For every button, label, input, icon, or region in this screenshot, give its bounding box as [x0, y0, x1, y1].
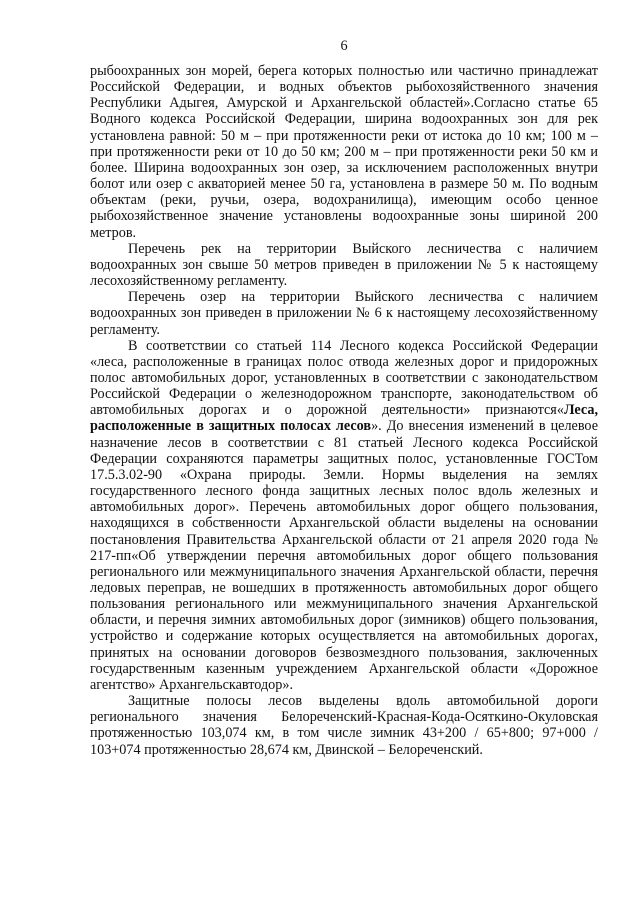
- paragraph-water-protection-zones: рыбоохранных зон морей, берега которых полностью или частично принадлежат Российской Федерации, и водных объектов рыбохозяйственного значения Республики Адыгея, Амурской и Архангельской областей».Согласно статье 65 Водного кодекса Российской Федерации, ширина водоохранных зон для рек установлена равной: 50 м – при протяженности реки от истока до 10 км; 100 м – при протяженности реки от 10 до 50 км; 200 м – при протяженности реки 50 км и более. Ширина водоохранных зон озер, за исключением расположенных внутри болот или озер с акваторией менее 50 га, установлена в размере 50 м. По водным объектам (реки, ручьи, озера, водохранилища), имеющим особо ценное рыбохозяйственное значение установлены водоохранные зоны шириной 200 метров.: [90, 63, 598, 241]
- protective-strips-term: Леса, расположенные в защитных полосах лесов: [90, 402, 598, 435]
- document-page: [90, 38, 598, 758]
- paragraph-rivers-list: Перечень рек на территории Выйского лесничества с наличием водоохранных зон свыше 50 метров приведен в приложении № 5 к настоящему лесохозяйственному регламенту.: [90, 240, 598, 290]
- paragraph-road-strips: Защитные полосы лесов выделены вдоль автомобильной дороги регионального значения Белореченский-Красная-Кода-Осяткино-Окуловская протяженностью 103,074 км, в том числе зимник 43+200 / 65+800; 97+000 / 103+074 протяженностью 28,674 км, Двинской – Белореченский.: [90, 693, 598, 758]
- paragraph-protective-strips-text-1: В соответствии со статьей 114 Лесного кодекса Российской Федерации «леса, расположенные в границах полос отвода железных дорог и придорожных полос автомобильных дорог, установленных в соответствии с законодательством Российской Федерации о железнодорожном транспорте, законодательством об автомобильных дорогах и о дорожной деятельности» признаются«: [90, 337, 598, 419]
- paragraph-protective-strips-text-2: ». До внесения изменений в целевое назначение лесов в соответствии с 81 статьей Лесного кодекса Российской Федерации сохраняются параметры защитных полос, установленные ГОСТом 17.5.3.02-90 «Охрана природы. Земли. Нормы выделения на землях государственного лесного фонда защитных лесных полос вдоль железных и автомобильных дорог». Перечень автомобильных дорог общего пользования, находящихся в собственности Архангельской области выделены на основании постановления Правительства Архангельской области от 21 апреля 2020 года № 217-пп«Об утверждении перечня автомобильных дорог общего пользования регионального или межмуниципального значения Архангельской области, перечня ледовых переправ, не вошедших в протяженность автомобильных дорог общего пользования регионального или межмуниципального значения Архангельской области, и перечня зимних автомобильных дорог (зимников) общего пользования, устройство и содержание которых осуществляется на автомобильных дорогах, принятых на основании договоров безвозмездного пользования, заключенных государственным казенным учреждением Архангельской области «Дорожное агентство» Архангельскавтодор».: [90, 418, 598, 693]
- paragraph-protective-strips: [90, 338, 598, 693]
- paragraph-lakes-list: Перечень озер на территории Выйского лесничества с наличием водоохранных зон приведен в приложении № 6 к настоящему лесохозяйственному регламенту.: [90, 289, 598, 338]
- page-number: 6: [340, 38, 348, 54]
